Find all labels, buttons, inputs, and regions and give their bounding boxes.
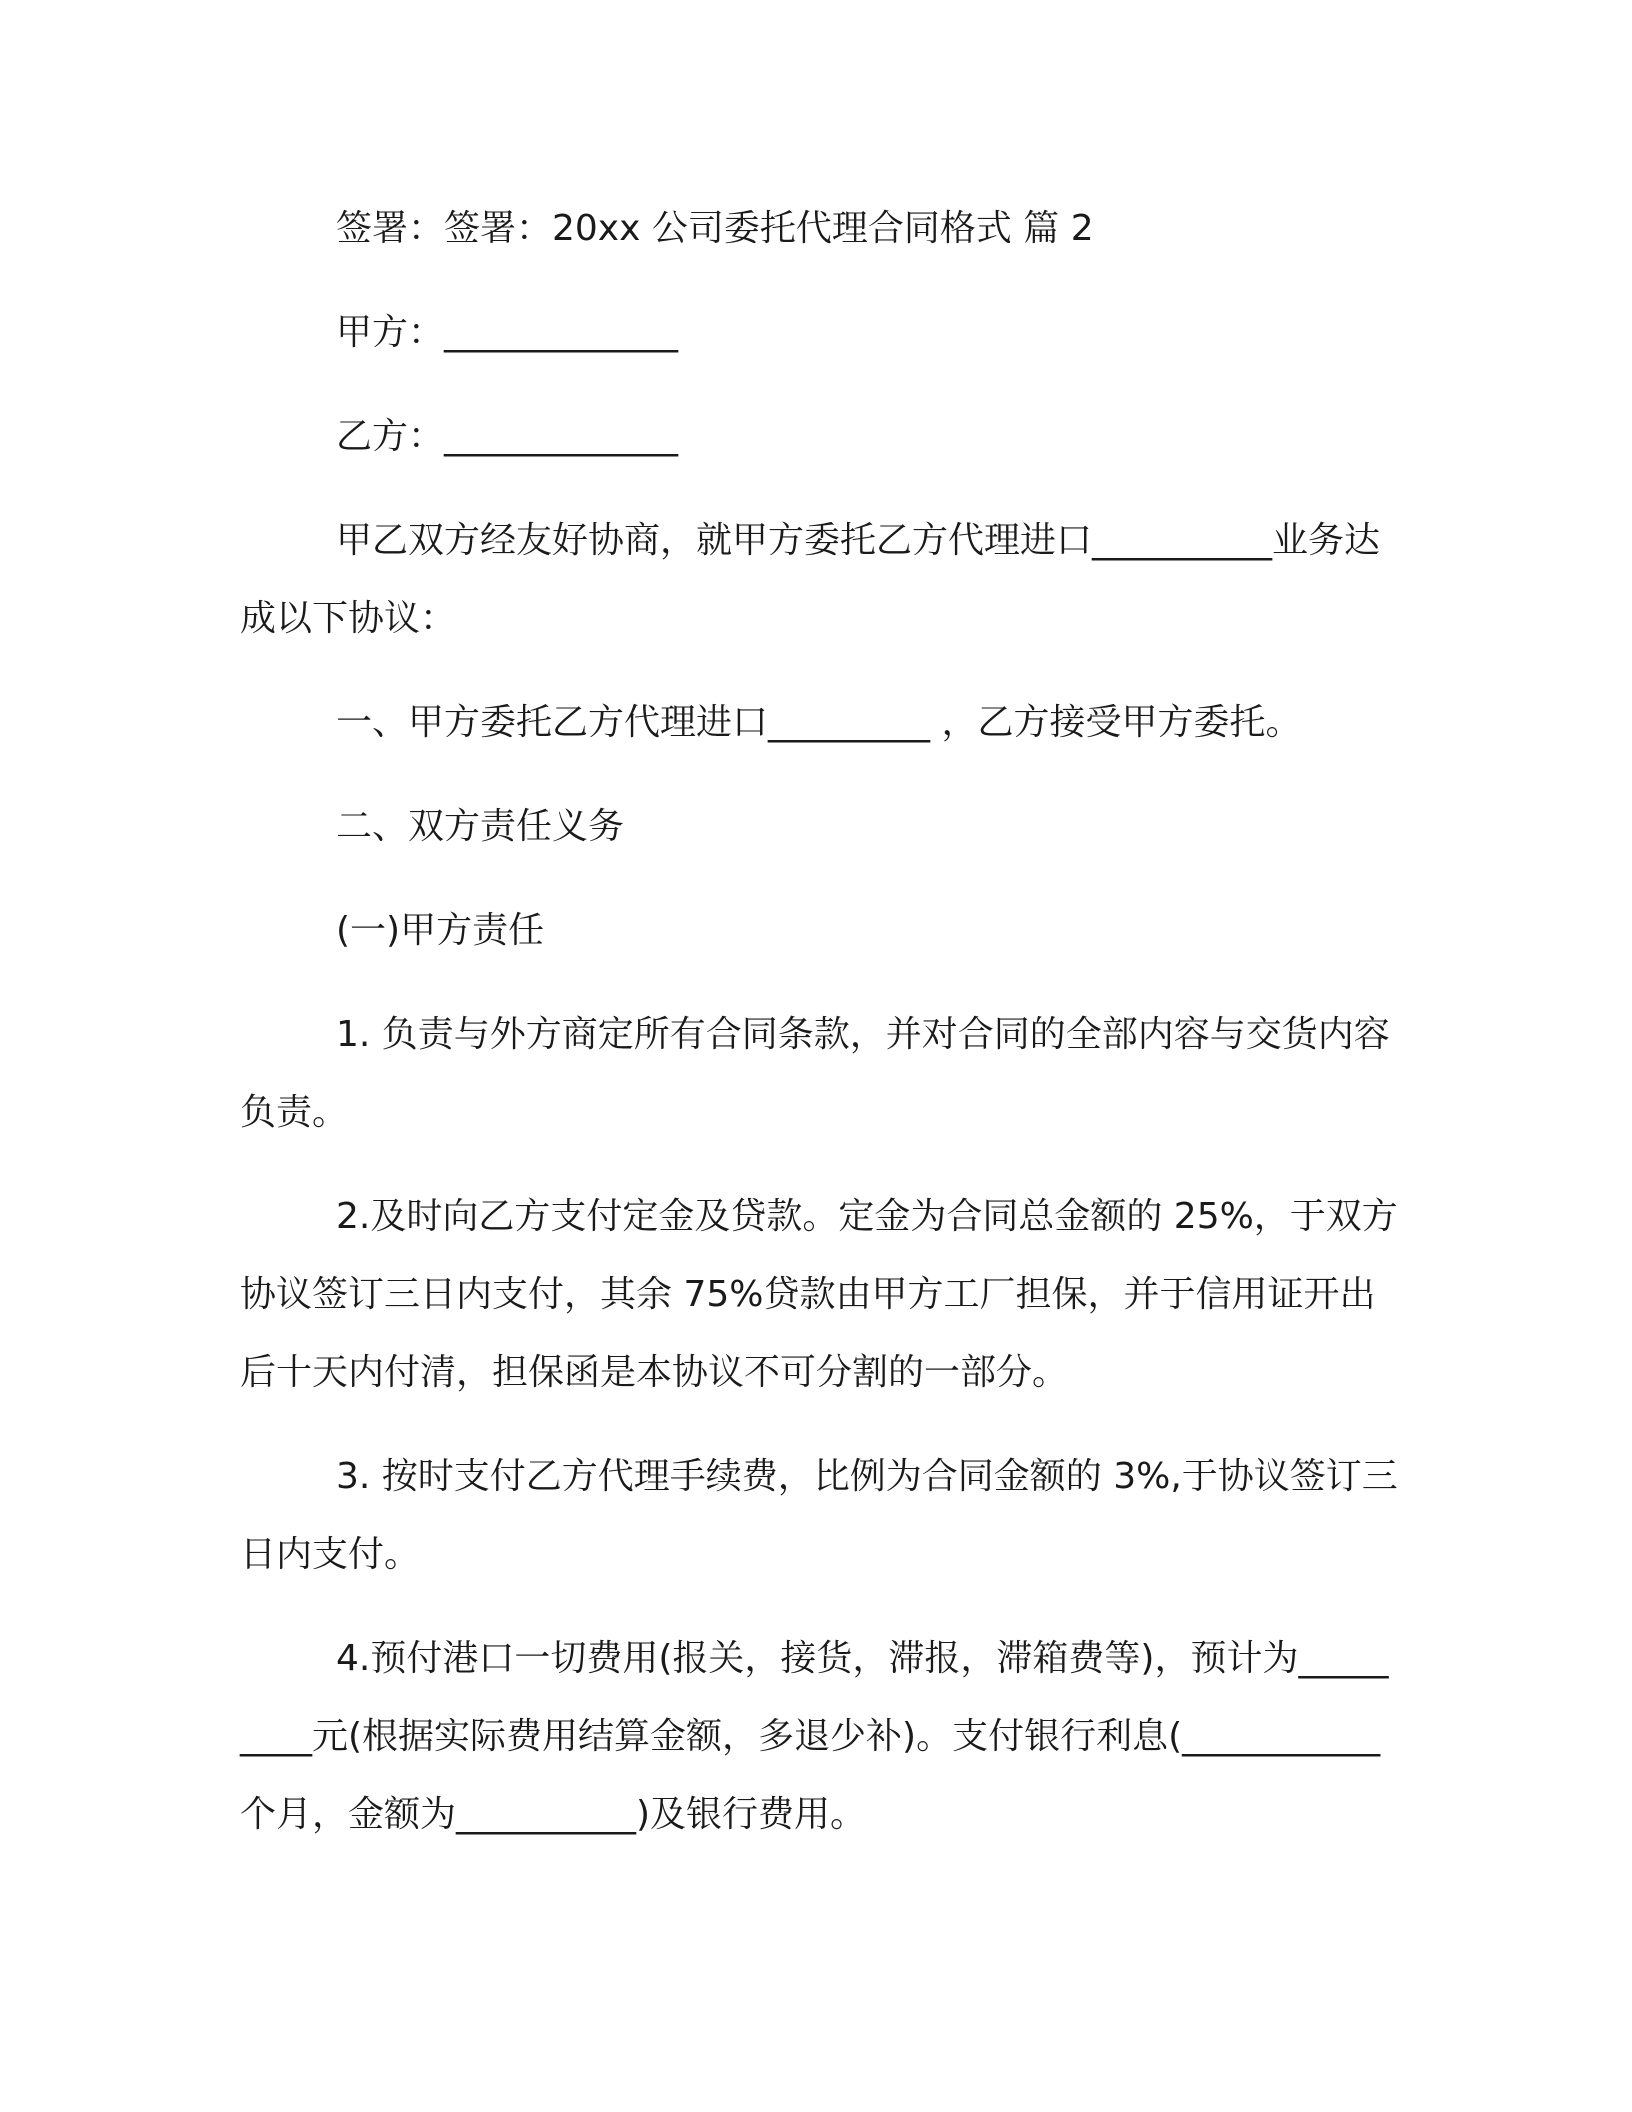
document-body [240, 190, 1400, 1880]
duty-item-4: 4.预付港口一切费用(报关，接货，滞报，滞箱费等)，预计为_________元(根据实际费用结算金额，多退少补)。支付银行利息(___________个月，金额为__________)及银行费用。 [240, 1638, 1389, 1835]
agreement-intro: 甲乙双方经友好协商，就甲方委托乙方代理进口__________业务达成以下协议： [240, 520, 1381, 639]
clause-one: 一、甲方委托乙方代理进口_________ ，乙方接受甲方委托。 [336, 702, 1302, 743]
party-a-duties-heading: (一)甲方责任 [336, 910, 545, 951]
duty-item-1: 1. 负责与外方商定所有合同条款，并对合同的全部内容与交货内容负责。 [240, 1014, 1390, 1133]
party-b-line: 乙方：_____________ [336, 416, 679, 457]
party-a-line: 甲方：_____________ [336, 312, 679, 353]
clause-two-heading: 二、双方责任义务 [336, 806, 625, 847]
duty-item-2: 2.及时向乙方支付定金及贷款。定金为合同总金额的 25%，于双方协议签订三日内支付，其余 75%贷款由甲方工厂担保，并于信用证开出后十天内付清，担保函是本协议不可分割的一部分。 [240, 1196, 1398, 1393]
duty-item-3: 3. 按时支付乙方代理手续费，比例为合同金额的 3%,于协议签订三日内支付。 [240, 1456, 1398, 1575]
signature-heading: 签署：签署：20xx 公司委托代理合同格式 篇 2 [336, 208, 1094, 249]
